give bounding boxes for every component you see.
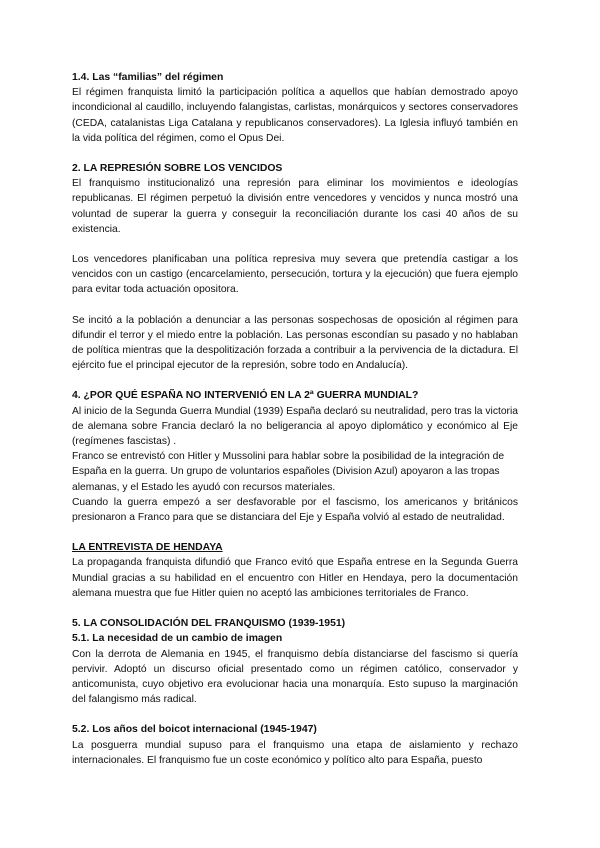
paragraph: Al inicio de la Segunda Guerra Mundial (1939) España declaró su neutralidad, pero tras la victoria de alemana sobre Francia declaró la no beligerancia al apoyo diplomático y económico al Eje (regímenes fascistas) .: [72, 405, 518, 448]
section-consolidacion: [72, 616, 518, 707]
paragraph: Cuando la guerra empezó a ser desfavorable por el fascismo, los americanos y británicos presionaron a Franco para que se distanciara del Eje y España volvió al estado de neutralidad.: [72, 496, 518, 524]
heading-guerra-mundial: 4. ¿POR QUÉ ESPAÑA NO INTERVENIÓ EN LA 2ª GUERRA MUNDIAL?: [72, 390, 419, 402]
paragraph: Con la derrota de Alemania en 1945, el franquismo debía distanciarse del fascismo si quería pervivir. Adoptó un discurso oficial presentado como un régimen católico, conservador y anticomunista, cuyo objetivo era evolucionar hacia una monarquía. Esto supuso la marginación del falangismo más radical.: [72, 648, 518, 706]
paragraph: Franco se entrevistó con Hitler y Mussolini para hablar sobre la posibilidad de la integración de España en la guerra. Un grupo de voluntarios españoles (Division Azul) apoyaron a las tropas alemanas, y el Estado les ayudó con recursos materiales.: [72, 451, 505, 493]
section-guerra-mundial: [72, 388, 518, 525]
subheading-boicot: 5.2. Los años del boicot internacional (1945-1947): [72, 724, 317, 736]
section-hendaya: [72, 540, 518, 601]
paragraph: El franquismo institucionalizó una represión para eliminar los movimientos e ideologías republicanas. El régimen perpetuó la división entre vencedores y vencidos y nunca mostró una voluntad de superar la guerra y conseguir la reconciliación durante los casi 40 años de su existencia.: [72, 178, 518, 235]
paragraph: La propaganda franquista difundió que Franco evitó que España entrese en la Segunda Guerra Mundial gracias a su habilidad en el encuentro con Hitler en Hendaya, pero la documentación alemana muestra que fue Hitler quien no aceptó las ambiciones territoriales de Franco.: [72, 557, 518, 599]
paragraph: Los vencedores planificaban una política represiva muy severa que pretendía castigar a los vencidos con un castigo (encarcelamiento, persecución, tortura y la ejecución) que fuera ejemplo para evitar toda actuación opositora.: [72, 254, 518, 296]
paragraph: Se incitó a la población a denunciar a las personas sospechosas de oposición al régimen para difundir el terror y el miedo entre la población. Las personas escondían su pasado y no hablaban de política mientras que la despolitización forzada a contribuir a la pervivencia de la dictadura. El ejército fue el principal ejecutor de la represión, sobre todo en Andalucía).: [72, 314, 518, 372]
section-represion: [72, 161, 518, 373]
subheading-cambio-imagen: 5.1. La necesidad de un cambio de imagen: [72, 633, 283, 645]
paragraph: La posguerra mundial supuso para el franquismo una etapa de aislamiento y rechazo internacionales. El franquismo fue un coste económico y político alto para España, puesto: [72, 739, 518, 766]
section-boicot: [72, 722, 518, 768]
heading-represion: 2. LA REPRESIÓN SOBRE LOS VENCIDOS: [72, 163, 283, 175]
heading-familias: 1.4. Las “familias” del régimen: [72, 72, 224, 83]
heading-consolidacion: 5. LA CONSOLIDACIÓN DEL FRANQUISMO (1939-1951): [72, 618, 346, 630]
paragraph: El régimen franquista limitó la participación política a aquellos que habían demostrado apoyo incondicional al caudillo, incluyendo falangistas, carlistas, monárquicos y sectores conservadores (CEDA, catalanistas Liga Catalana y republicanos conservadores). La Iglesia influyó también en la vida política del régimen, como el Opus Dei.: [72, 87, 518, 144]
heading-hendaya: LA ENTREVISTA DE HENDAYA: [72, 542, 223, 554]
section-familias: [72, 70, 518, 146]
